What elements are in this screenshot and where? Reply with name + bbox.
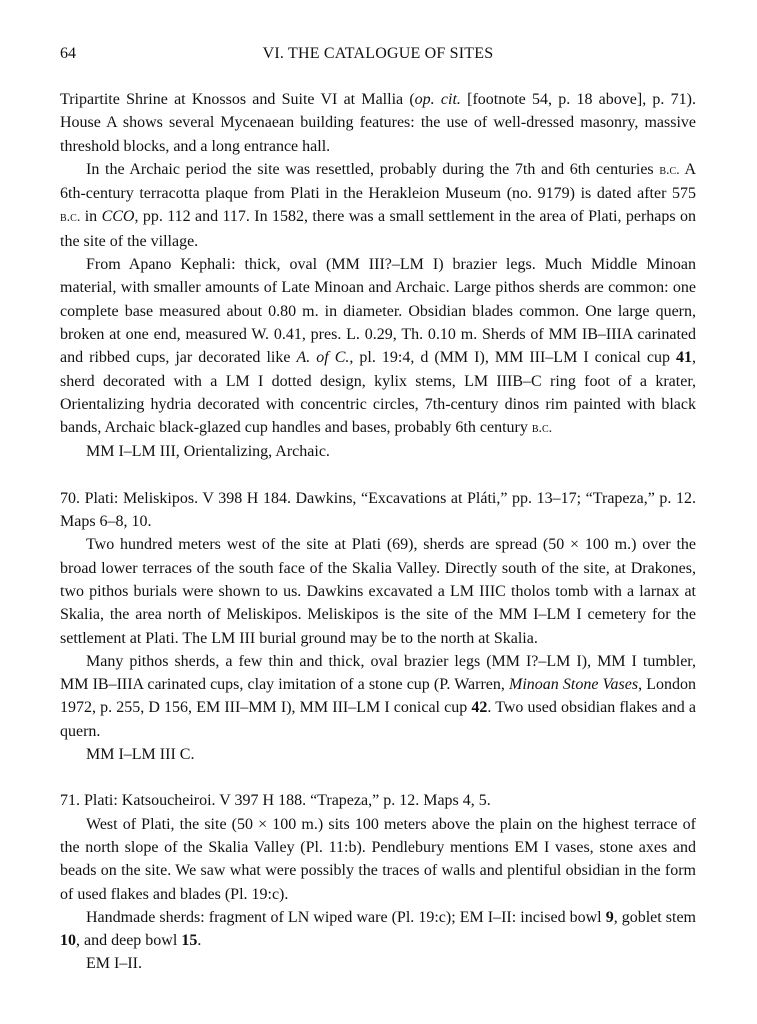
paragraph (60, 88, 696, 158)
text-run: A 6th-century terracotta plaque from Plati in the Herakleion Museum (no. 9179) is dated after 575 (60, 160, 697, 203)
entry-heading (60, 789, 696, 812)
paragraph (60, 906, 696, 953)
page-header (60, 42, 696, 68)
page-number: 64 (60, 45, 76, 62)
text-run: . Two used obsidian flakes and a quern. (60, 699, 696, 740)
text-run: In the Archaic period the site was resettled, probably during the 7th and 6th centuries (86, 160, 660, 178)
paragraph (60, 533, 696, 649)
text-run: A. of C. (296, 349, 350, 367)
text-run: 71. Plati: Katsoucheiroi. V 397 H 188. “Trapeza,” p. 12. Maps 4, 5. (60, 792, 491, 810)
paragraph (60, 253, 696, 440)
section-gap (60, 766, 696, 789)
text-run: CCO (101, 208, 135, 226)
text-run: Minoan Stone Vases (509, 676, 639, 694)
body-text (60, 88, 696, 976)
text-run: Two hundred meters west of the site at Plati (69), sherds are spread (50 × 100 m.) over the broad lower terraces of the south face of the Skalia Valley. Directly south of the site, at Drakones, two pithos burials were shown to us. Dawkins excavated a LM IIIC tholos tomb with a larnax at Skalia, the area north of Meliskipos. Meliskipos is the site of the MM I–LM I cemetery for the settlement at Plati. The LM III burial ground may be to the north at Skalia. (60, 536, 696, 647)
text-run: . (197, 932, 202, 950)
text-run: 41 (676, 349, 693, 367)
text-run: [footnote 54, p. 18 above], p. 71). House A shows several Mycenaean building features: the use of well-dressed masonry, massive threshold blocks, and a long entrance hall. (60, 91, 696, 155)
text-run: , pl. 19:4, d (MM I), MM III–LM I conical cup (349, 349, 677, 367)
text-run: , and deep bowl (76, 932, 182, 950)
document-page (60, 42, 696, 976)
paragraph (60, 813, 696, 906)
text-run: b.c. (531, 421, 553, 437)
entry-heading (60, 487, 696, 534)
text-run: op. cit. (414, 91, 461, 108)
paragraph (60, 440, 696, 463)
text-run: 42 (471, 699, 488, 717)
text-run: in (80, 208, 102, 226)
text-run: , pp. 112 and 117. In 1582, there was a small settlement in the area of Plati, perhaps on the site of the village. (60, 208, 697, 250)
paragraph (60, 743, 696, 766)
text-run: , sherd decorated with a LM I dotted design, kylix stems, LM IIIB–C ring foot of a krater, Orientalizing hydria decorated with concentric circles, 7th-century dinos rim painted with black bands, Archaic black-glazed cup handles and bases, probably 6th century (60, 349, 697, 437)
text-run: Tripartite Shrine at Knossos and Suite VI at Mallia ( (60, 91, 415, 108)
paragraph (60, 158, 696, 253)
text-run: 10 (60, 932, 76, 950)
text-run: EM I–II. (86, 955, 142, 973)
text-run: Handmade sherds: fragment of LN wiped ware (Pl. 19:c); EM I–II: incised bowl (86, 908, 606, 926)
text-run: b.c. (659, 162, 680, 178)
text-run: b.c. (60, 210, 81, 226)
text-run: West of Plati, the site (50 × 100 m.) sits 100 meters above the plain on the highest terrace of the north slope of the Skalia Valley (Pl. 11:b). Pendlebury mentions EM I vases, stone axes and beads on the site. We saw what were possibly the traces of walls and plentiful obsidian in the form of used flakes and blades (Pl. 19:c). (60, 815, 696, 903)
text-run: , goblet stem (613, 908, 697, 926)
running-head: VI. THE CATALOGUE OF SITES (262, 45, 494, 62)
paragraph (60, 952, 696, 975)
text-run: 9 (605, 908, 614, 926)
text-run: 70. Plati: Meliskipos. V 398 H 184. Dawkins, “Excavations at Pláti,” pp. 13–17; “Trapeza,” p. 12. Maps 6–8, 10. (60, 489, 696, 531)
text-run: From Apano Kephali: thick, oval (MM III?–LM I) brazier legs. Much Middle Minoan material, with smaller amounts of Late Minoan and Archaic. Large pithos sherds are common: one complete base measured about 0.80 m. in diameter. Obsidian blades common. One large quern, broken at one end, measured W. 0.41, pres. L. 0.29, Th. 0.10 m. Sherds of MM IB–IIIA carinated and ribbed cups, jar decorated like (60, 256, 696, 367)
text-run: 15 (181, 932, 198, 950)
text-run: MM I–LM III C. (86, 746, 195, 764)
text-run: Many pithos sherds, a few thin and thick, oval brazier legs (MM I?–LM I), MM I tumbler, MM IB–IIIA carinated cups, clay imitation of a stone cup (P. Warren, (60, 652, 696, 694)
section-gap (60, 464, 696, 487)
text-run: , London 1972, p. 255, D 156, EM III–MM I), MM III–LM I conical cup (60, 676, 696, 717)
paragraph (60, 650, 696, 743)
text-run: MM I–LM III, Orientalizing, Archaic. (86, 443, 330, 461)
